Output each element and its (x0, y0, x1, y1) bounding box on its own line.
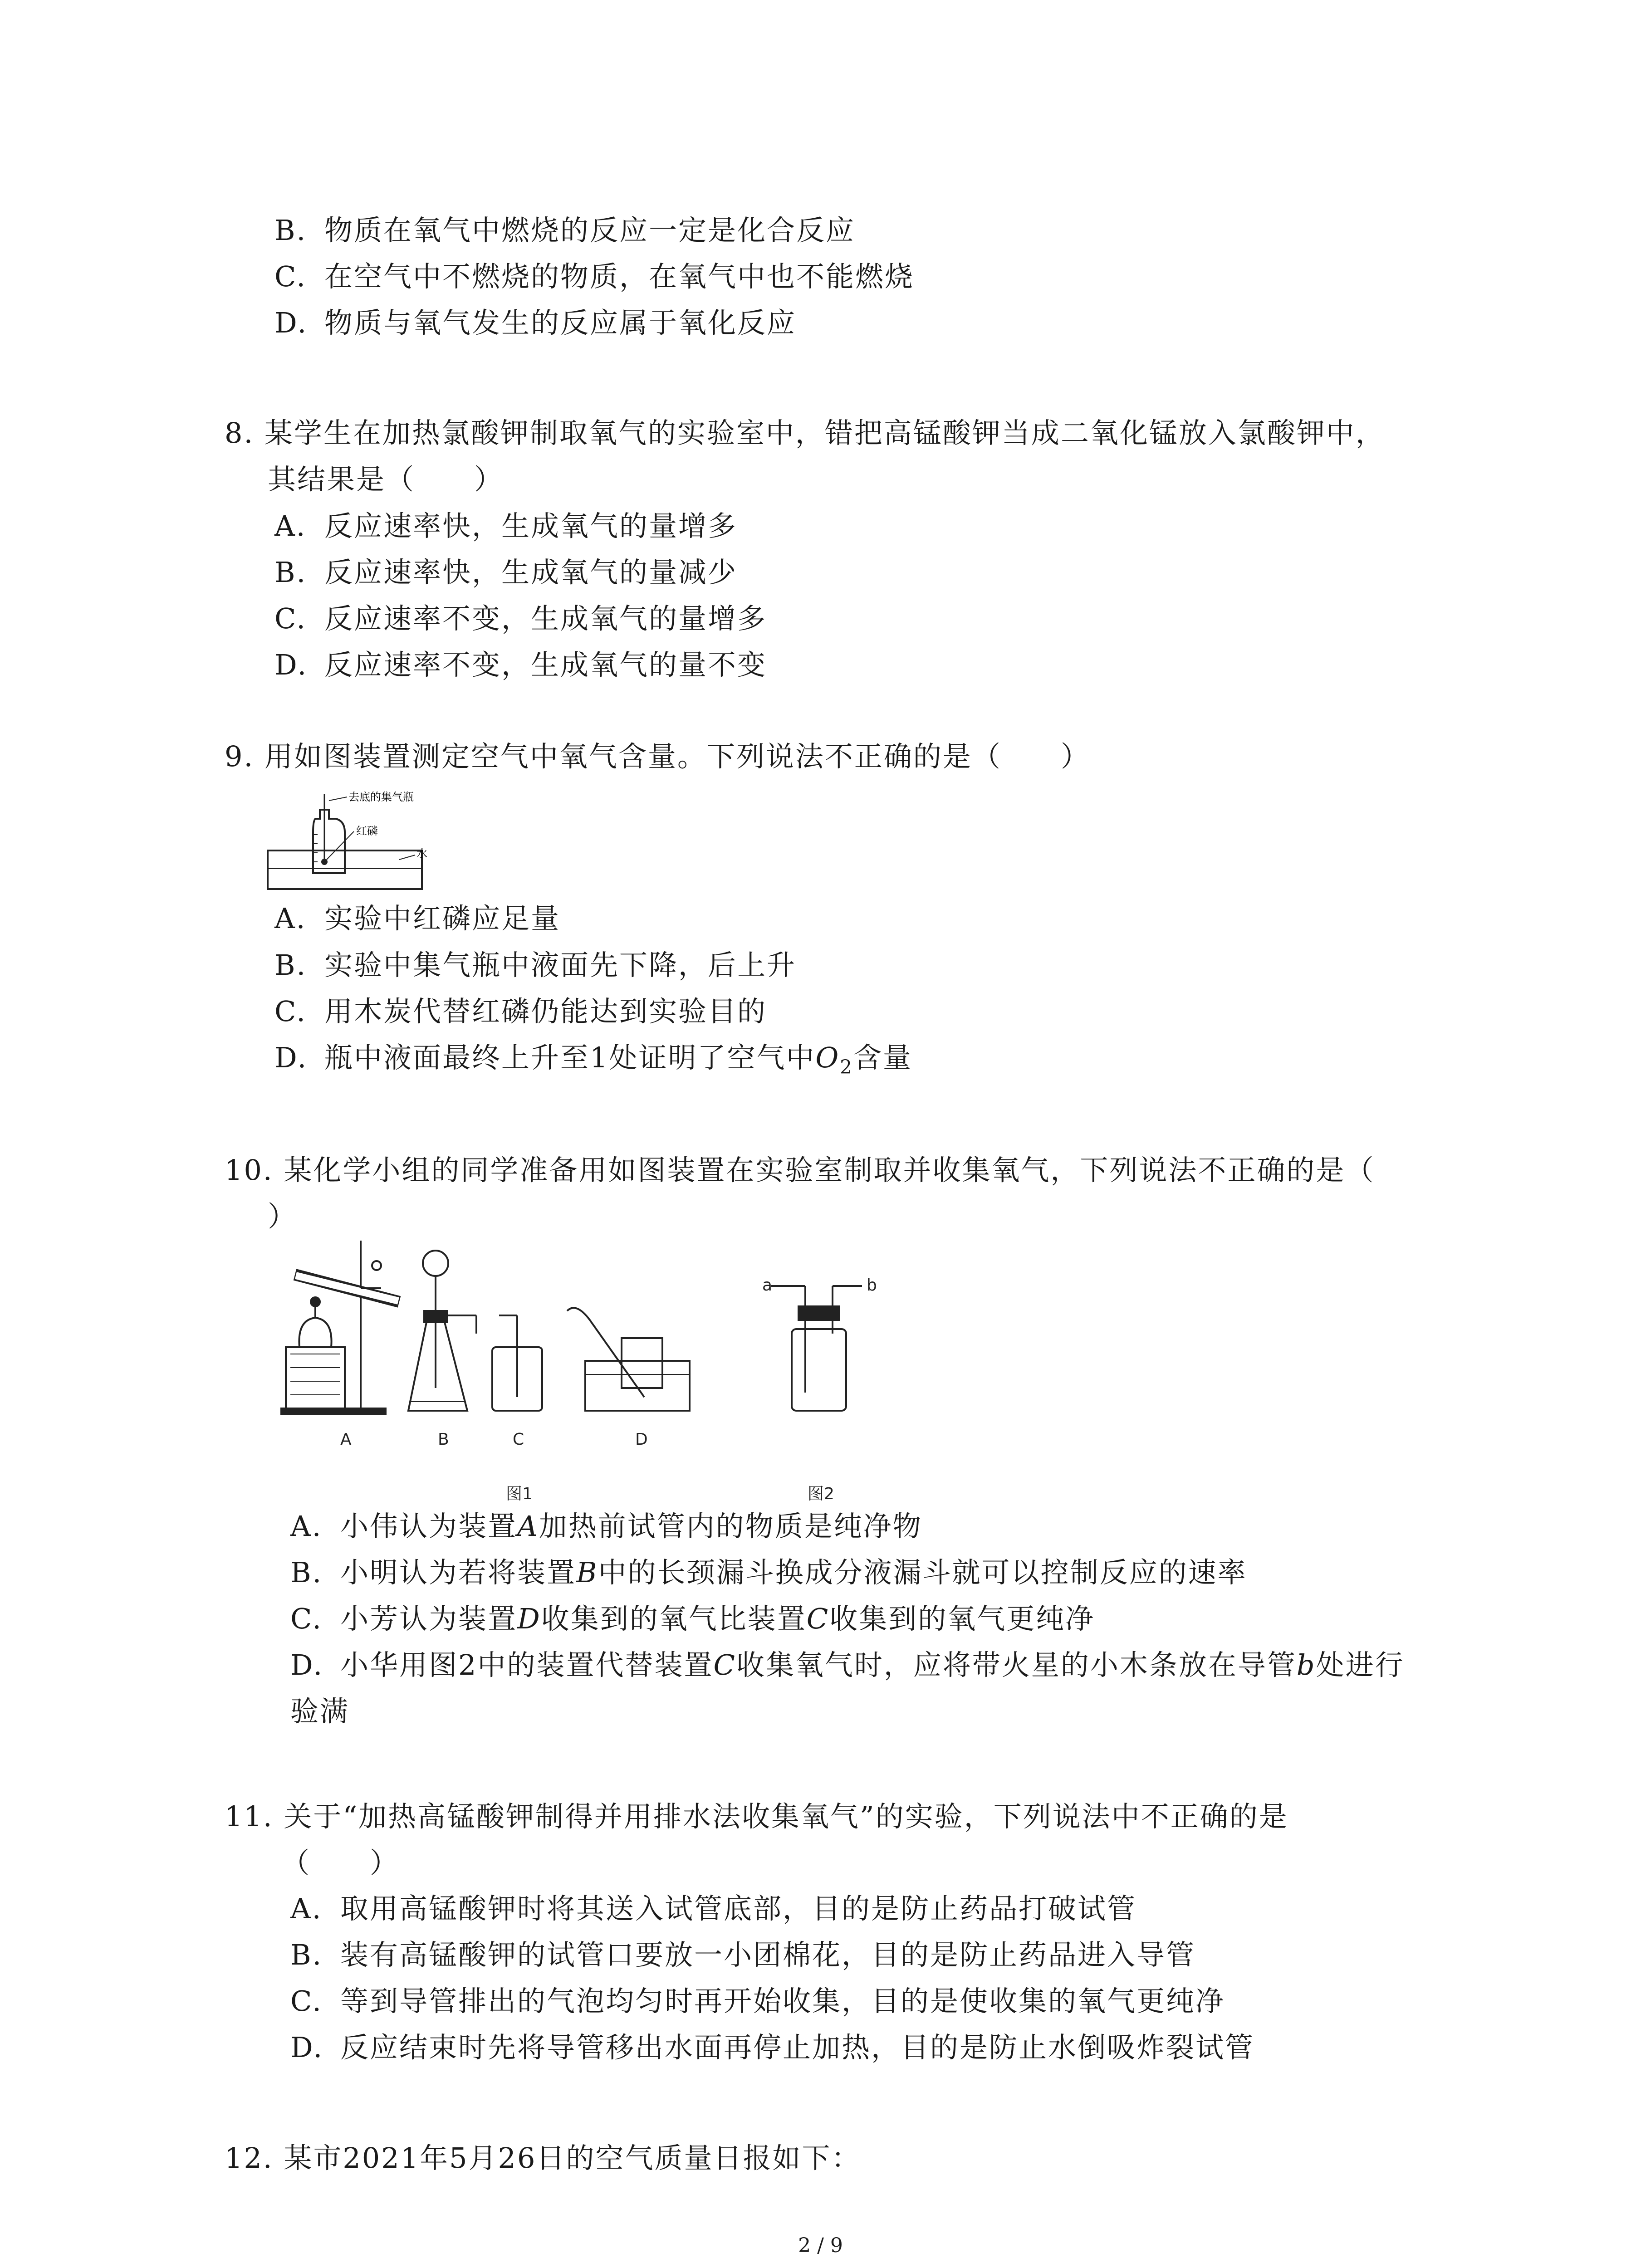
q11-option-a: A. 取用高锰酸钾时将其送入试管底部，目的是防止药品打破试管 (290, 1892, 1137, 1925)
q9-label-bottle: 去底的集气瓶 (348, 792, 414, 803)
q8-option-b: B. 反应速率快，生成氧气的量减少 (274, 556, 738, 589)
q7-option-b: B. 物质在氧气中燃烧的反应一定是化合反应 (274, 214, 856, 247)
q7-option-c: C. 在空气中不燃烧的物质，在氧气中也不能燃烧 (274, 260, 915, 293)
q12-stem: 12. 某市2021年5月26日的空气质量日报如下： (225, 2140, 861, 2176)
q10-label-B: B (438, 1430, 449, 1449)
q8-option-c: C. 反应速率不变，生成氧气的量增多 (274, 602, 767, 635)
q8-stem-line1: 8. 某学生在加热氯酸钾制取氧气的实验室中，错把高锰酸钾当成二氧化锰放入氯酸钾中， (225, 415, 1385, 451)
q8-option-a: A. 反应速率快，生成氧气的量增多 (274, 509, 738, 543)
q8-option-d: D. 反应速率不变，生成氧气的量不变 (274, 648, 767, 681)
q10-apparatus-drawing (272, 1238, 907, 1529)
q11-stem-line2: （ ） (281, 1846, 400, 1879)
q12-number: 12. (225, 2141, 274, 2175)
q7-option-d: D. 物质与氧气发生的反应属于氧化反应 (274, 306, 797, 339)
q9-label-phosphorus: 红磷 (356, 825, 378, 837)
q9-option-c: C. 用木炭代替红磷仍能达到实验目的 (274, 995, 767, 1028)
q9-option-a: A. 实验中红磷应足量 (274, 902, 561, 935)
q10-label-a: a (762, 1276, 773, 1295)
q9-apparatus-figure (263, 792, 454, 896)
q10-option-b: B. 小明认为若将装置B中的长颈漏斗换成分液漏斗就可以控制反应的速率 (290, 1556, 1247, 1589)
q10-option-d: D. 小华用图2中的装置代替装置C收集氧气时，应将带火星的小木条放在导管b处进行 (290, 1648, 1405, 1681)
q9-option-b: B. 实验中集气瓶中液面先下降，后上升 (274, 948, 797, 982)
q10-option-a: A. 小伟认为装置A加热前试管内的物质是纯净物 (290, 1510, 922, 1543)
q9-stem: 9. 用如图装置测定空气中氧气含量。下列说法不正确的是（ ） (225, 738, 1090, 775)
q9-number: 9. (225, 740, 255, 773)
q11-option-c: C. 等到导管排出的气泡均匀时再开始收集，目的是使收集的氧气更纯净 (290, 1984, 1225, 2018)
q10-caption-fig2: 图2 (808, 1485, 834, 1503)
q9-option-d: D. 瓶中液面最终上升至1处证明了空气中$O_2$含量 (274, 1041, 913, 1078)
page-number: 2 / 9 (798, 2234, 843, 2257)
q10-stem-line2: ） (268, 1200, 298, 1233)
q8-number: 8. (225, 416, 255, 450)
q10-apparatus-figure (272, 1238, 907, 1529)
q10-stem-line1: 10. 某化学小组的同学准备用如图装置在实验室制取并收集氧气，下列说法不正确的是（ (225, 1152, 1375, 1188)
q10-caption-fig1: 图1 (506, 1485, 533, 1503)
q10-label-A: A (340, 1430, 352, 1449)
q11-number: 11. (225, 1800, 274, 1833)
q9-apparatus-drawing (263, 792, 454, 896)
q11-stem-line1: 11. 关于“加热高锰酸钾制得并用排水法收集氧气”的实验，下列说法中不正确的是 (225, 1799, 1288, 1835)
q10-label-C: C (513, 1430, 524, 1449)
q8-stem-line2: 其结果是（ ） (268, 463, 504, 496)
q10-label-D: D (635, 1430, 648, 1449)
q10-number: 10. (225, 1154, 274, 1187)
q11-option-b: B. 装有高锰酸钾的试管口要放一小团棉花，目的是防止药品进入导管 (290, 1938, 1196, 1971)
q10-label-b: b (867, 1276, 877, 1295)
q11-option-d: D. 反应结束时先将导管移出水面再停止加热，目的是防止水倒吸炸裂试管 (290, 2031, 1255, 2064)
q9-label-water: 水 (416, 847, 427, 860)
q10-option-c: C. 小芳认为装置D收集到的氧气比装置C收集到的氧气更纯净 (290, 1602, 1095, 1635)
q10-option-d-line2: 验满 (290, 1695, 350, 1728)
